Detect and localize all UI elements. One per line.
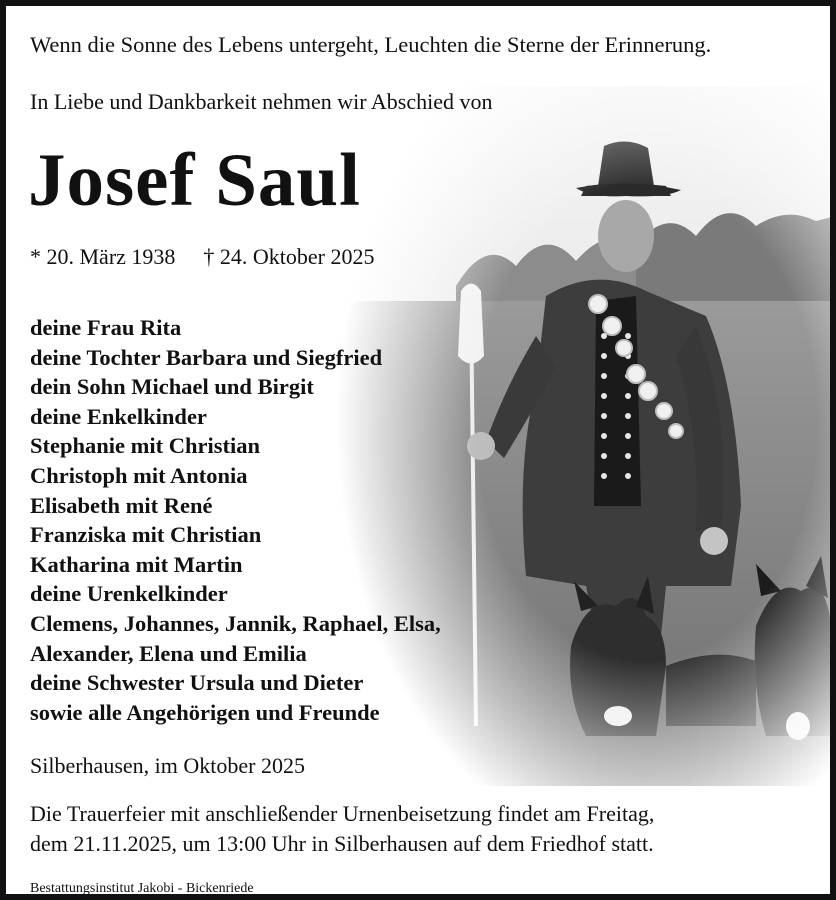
- death-date: † 24. Oktober 2025: [203, 244, 375, 269]
- mourner-line: sowie alle Angehörigen und Freunde: [30, 699, 380, 725]
- farewell-intro: In Liebe und Dankbarkeit nehmen wir Abschied von: [30, 89, 493, 114]
- mourner-line: Stephanie mit Christian: [30, 433, 261, 459]
- funeral-service-info: [30, 799, 654, 859]
- memorial-motto: Wenn die Sonne des Lebens untergeht, Leuchten die Sterne der Erinnerung.: [30, 32, 712, 57]
- mourners-list: [30, 313, 441, 727]
- mourner-line: Clemens, Johannes, Jannik, Raphael, Elsa,: [30, 610, 441, 636]
- mourner-line: Alexander, Elena und Emilia: [30, 640, 307, 666]
- mourner-line: Elisabeth mit René: [30, 492, 213, 518]
- mourner-line: deine Enkelkinder: [30, 403, 207, 429]
- mourner-line: deine Tochter Barbara und Siegfried: [30, 344, 383, 370]
- mourner-line: deine Schwester Ursula und Dieter: [30, 670, 364, 696]
- mourner-line: deine Frau Rita: [30, 315, 182, 340]
- deceased-name: Josef Saul: [28, 139, 361, 222]
- service-line: Die Trauerfeier mit anschließender Urnenbeisetzung findet am Freitag,: [30, 801, 655, 826]
- undertaker-credit: Bestattungsinstitut Jakobi - Bickenriede: [30, 881, 254, 896]
- mourner-line: Franziska mit Christian: [30, 522, 262, 548]
- mourner-line: Katharina mit Martin: [30, 551, 243, 577]
- mourner-line: dein Sohn Michael und Birgit: [30, 374, 314, 400]
- mourner-line: deine Urenkelkinder: [30, 581, 228, 607]
- mourner-line: Christoph mit Antonia: [30, 462, 248, 488]
- service-line: dem 21.11.2025, um 13:00 Uhr in Silberhausen auf dem Friedhof statt.: [30, 831, 654, 856]
- place-and-date: Silberhausen, im Oktober 2025: [30, 753, 305, 778]
- birth-date: * 20. März 1938: [30, 244, 176, 269]
- life-dates: [30, 244, 375, 270]
